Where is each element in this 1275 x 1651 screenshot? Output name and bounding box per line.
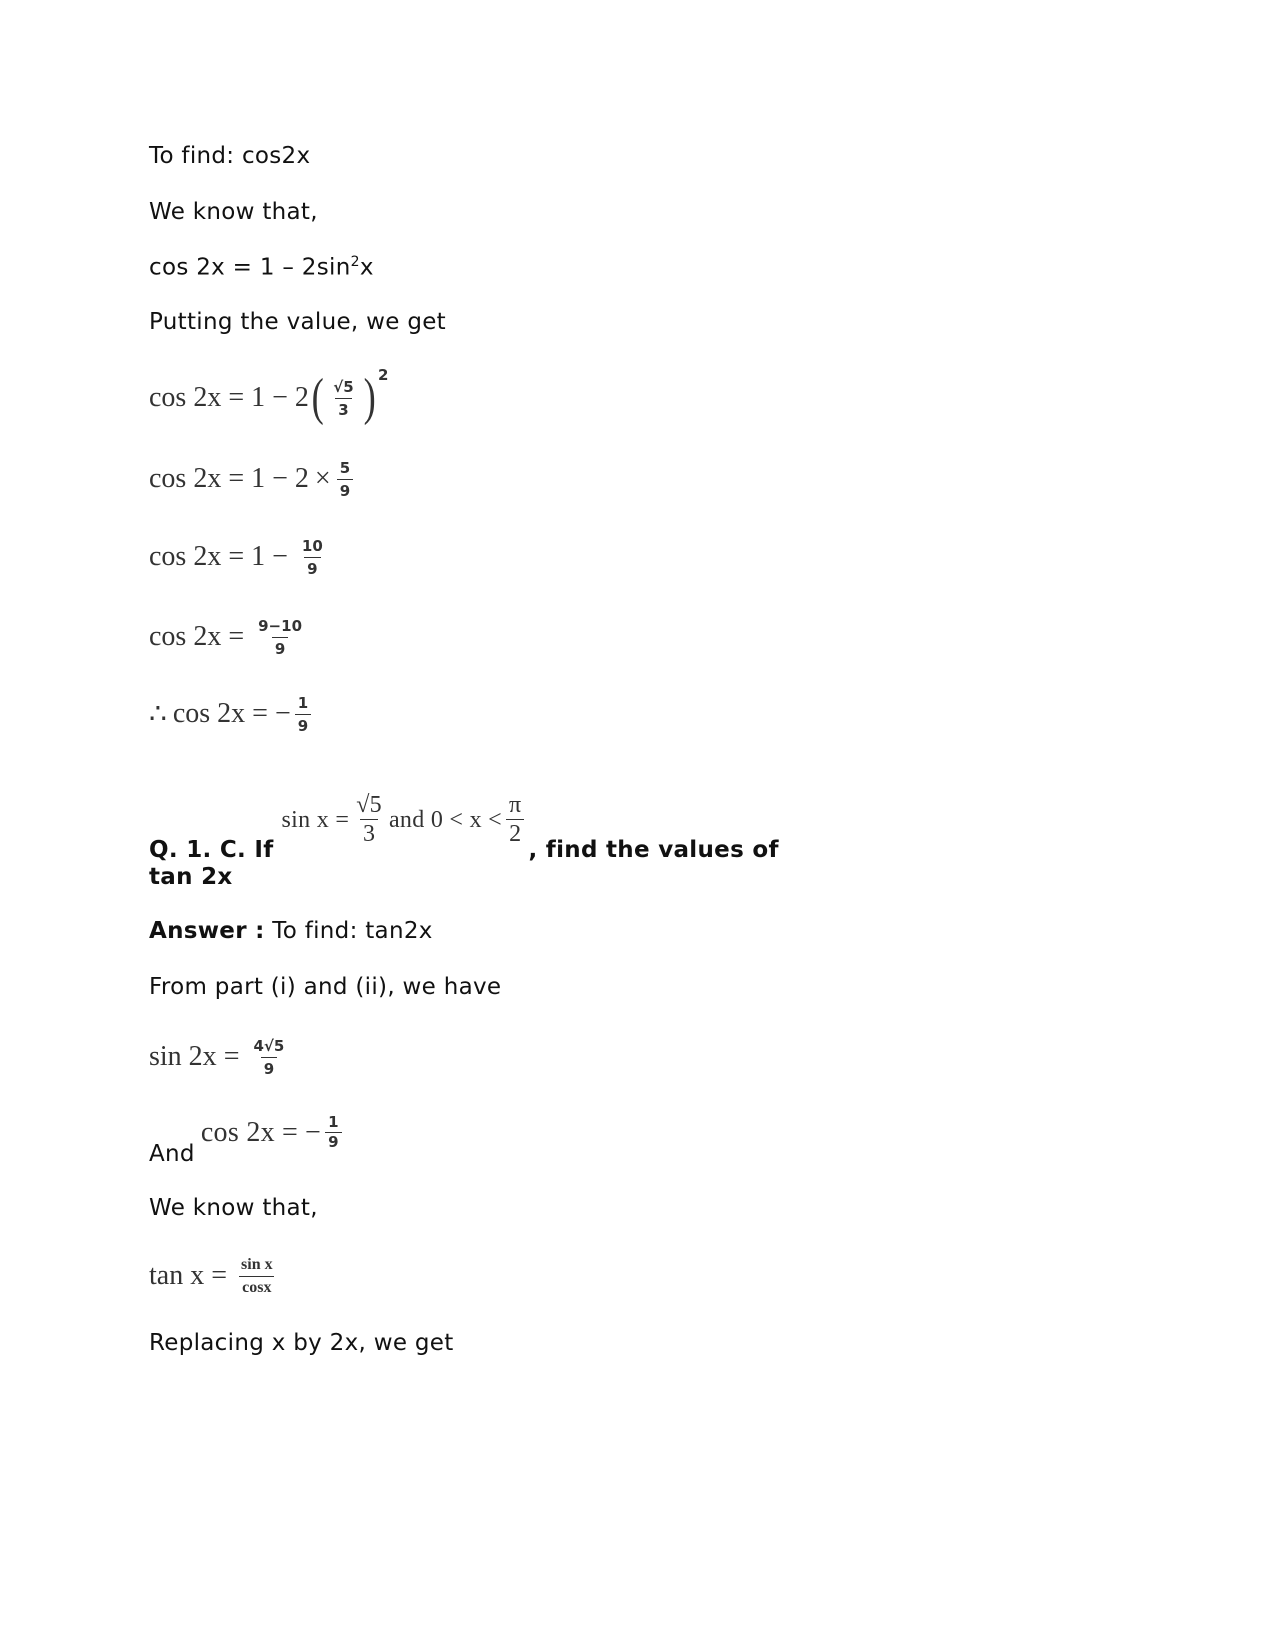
step2-one: 1 <box>251 463 266 494</box>
identity-suffix: x <box>359 254 374 281</box>
we-know-line-2: We know that, <box>149 1195 318 1221</box>
step1-denominator: 3 <box>335 398 351 419</box>
step5-lhs: cos 2x <box>172 698 246 729</box>
step4-fraction <box>255 617 305 658</box>
condition-fraction <box>353 793 385 846</box>
sin2x-fraction <box>250 1037 287 1078</box>
step3-lhs: cos 2x <box>149 541 222 572</box>
sin2x-denominator: 9 <box>261 1057 277 1078</box>
equation-step-1 <box>149 366 389 426</box>
cos2x-neg: − <box>305 1116 322 1148</box>
we-know-line: We know that, <box>149 199 318 225</box>
step5-eq: = <box>252 698 268 729</box>
condition-range: and 0 < x < <box>388 806 503 833</box>
answer-line <box>149 920 433 943</box>
question-heading <box>149 792 779 862</box>
condition-sin: sin x = <box>281 806 350 833</box>
step2-numerator: 5 <box>339 458 351 477</box>
cos2x-denominator: 9 <box>325 1132 342 1150</box>
equation-step-4 <box>149 613 309 661</box>
step1-lhs: cos 2x <box>149 382 222 413</box>
step3-numerator: 10 <box>301 536 323 555</box>
tan-denominator: cosx <box>239 1276 274 1297</box>
tan-numerator: sin x <box>241 1255 273 1273</box>
answer-text: To find: tan2x <box>264 918 433 944</box>
cos2x-lhs: cos 2x <box>200 1116 275 1148</box>
step1-open-paren: ( <box>311 369 324 426</box>
step3-denominator: 9 <box>304 557 320 578</box>
step1-minus: − <box>272 382 288 413</box>
to-find-cos-line: To find: cos2x <box>149 143 311 169</box>
cos2x-numerator: 1 <box>328 1113 339 1131</box>
step1-close-paren: ) <box>363 369 376 426</box>
and-text: And <box>149 1141 195 1167</box>
question-part: tan 2x <box>149 864 233 890</box>
step4-lhs: cos 2x <box>149 621 222 652</box>
step3-eq: = <box>228 541 245 572</box>
step2-lhs: cos 2x <box>149 463 222 494</box>
equation-step-2 <box>149 455 357 503</box>
sin2x-lhs: sin 2x <box>149 1041 217 1072</box>
step5-numerator: 1 <box>297 693 309 712</box>
step1-eq: = <box>228 382 245 413</box>
step4-numerator: 9−10 <box>258 616 303 635</box>
from-parts-line: From part (i) and (ii), we have <box>149 974 502 1000</box>
identity-line <box>149 255 374 280</box>
identity-exponent: 2 <box>350 254 360 270</box>
step1-square: 2 <box>378 366 389 384</box>
cos2x-equation <box>201 1115 346 1150</box>
replacing-line: Replacing x by 2x, we get <box>149 1330 454 1356</box>
step2-times: × <box>314 463 331 494</box>
putting-line: Putting the value, we get <box>149 309 446 335</box>
step5-neg: − <box>274 698 291 729</box>
step1-two: 2 <box>294 382 309 413</box>
step4-eq: = <box>228 621 245 652</box>
tan-fraction <box>238 1256 276 1297</box>
therefore-symbol: ∴ <box>149 699 167 730</box>
condition-denominator: 3 <box>360 819 378 846</box>
step2-fraction <box>337 459 353 500</box>
condition-pi-fraction <box>506 793 524 846</box>
sin2x-numerator: 4√5 <box>253 1036 285 1055</box>
condition-numerator: √5 <box>356 792 382 818</box>
step1-numerator: √5 <box>333 377 354 396</box>
step4-denominator: 9 <box>272 637 288 658</box>
step2-minus: − <box>272 463 288 494</box>
condition-pi: π <box>509 792 522 818</box>
step1-one: 1 <box>251 382 266 413</box>
step2-eq: = <box>228 463 245 494</box>
question-suffix: , find the values of <box>528 837 779 863</box>
condition-pi-denominator: 2 <box>506 819 524 846</box>
step5-denominator: 9 <box>295 714 311 735</box>
step3-fraction <box>299 537 326 578</box>
step2-two: 2 <box>294 463 309 494</box>
identity-prefix: cos 2x = 1 – 2sin <box>149 254 351 281</box>
equation-step-3 <box>149 533 330 581</box>
step3-one: 1 <box>251 541 266 572</box>
step3-minus: − <box>272 541 288 572</box>
step1-fraction <box>330 378 356 419</box>
cos2x-eq: = <box>281 1116 299 1148</box>
equation-step-5 <box>149 690 315 738</box>
tan-lhs: tan x <box>149 1260 205 1291</box>
cos2x-fraction <box>325 1115 342 1150</box>
and-cos2x-line <box>149 1110 340 1166</box>
sin2x-eq: = <box>223 1041 240 1072</box>
step2-denominator: 9 <box>337 479 353 500</box>
answer-label: Answer : <box>149 918 265 944</box>
sin2x-equation <box>149 1032 291 1082</box>
step5-fraction <box>295 694 311 735</box>
question-condition <box>282 793 529 846</box>
question-label: Q. 1. C. If <box>149 837 274 863</box>
tan-eq: = <box>211 1260 228 1291</box>
tan-identity <box>149 1250 280 1302</box>
